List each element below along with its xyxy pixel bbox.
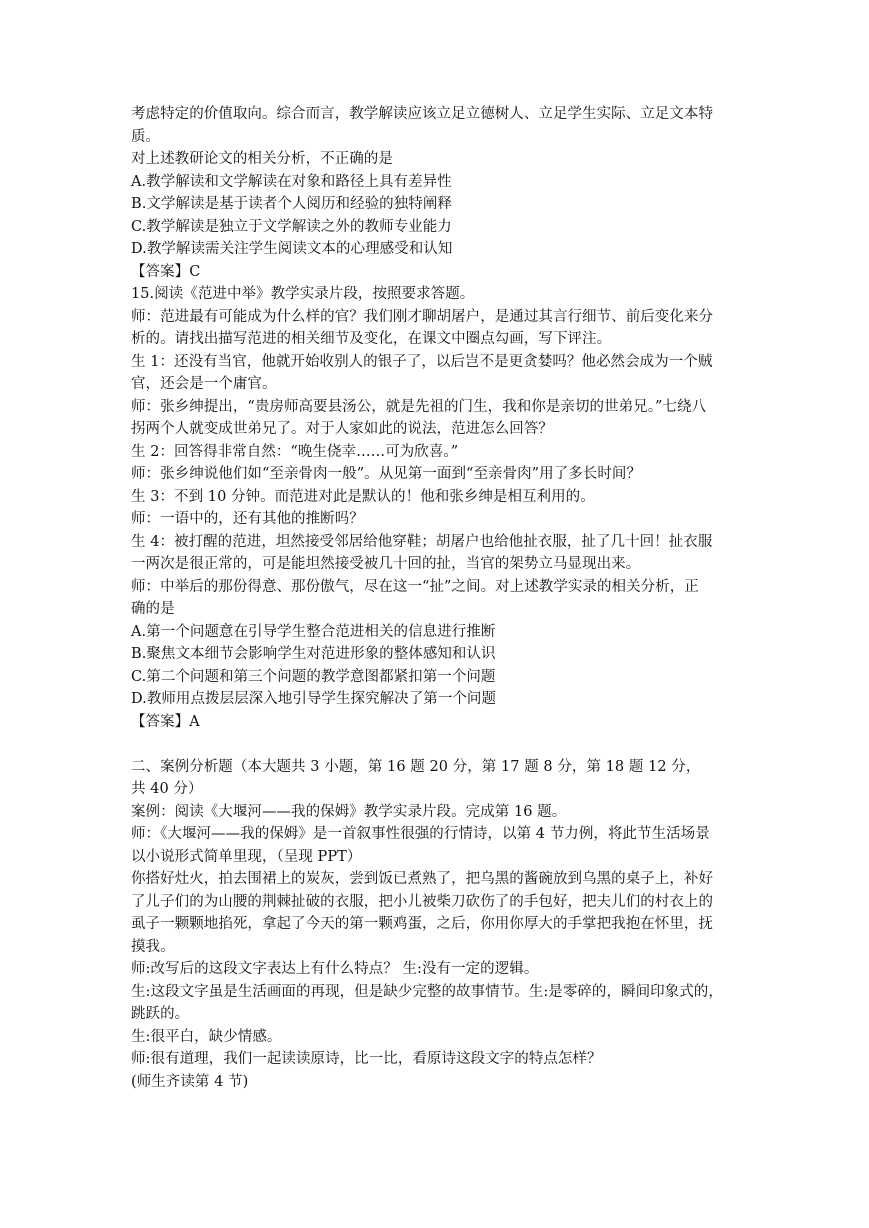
text-line: 共 40 分）: [131, 781, 203, 797]
text-line: 析的。请找出描写范进的相关细节及变化，在课文中圈点勾画，写下评注。: [131, 331, 612, 347]
text-line: 师：张乡绅说他们如“至亲骨肉一般”。从见第一面到“至亲骨肉”用了多长时间？: [131, 466, 641, 482]
text-line: 师：中举后的那份得意、那份傲气，尽在这一“扯”之间。对上述教学实录的相关分析，正: [131, 578, 699, 595]
text-line: 你搭好灶火，拍去围裙上的炭灰，尝到饭已煮熟了，把乌黑的酱碗放到乌黑的桌子上，补好: [131, 871, 713, 887]
text-line: 拐两个人就变成世弟兄了。对于人家如此的说法，范进怎么回答？: [131, 421, 553, 437]
text-line: C.第二个问题和第三个问题的教学意图都紧扣第一个问题: [131, 668, 496, 685]
text-line: 【答案】A: [131, 713, 200, 730]
text-line: 考虑特定的价值取向。综合而言，教学解读应该立足立德树人、立足学生实际、立足文本特: [131, 106, 713, 122]
text-line: 生 1：还没有当官，他就开始收别人的银子了，以后岂不是更贪婪吗？他必然会成为一个贼: [131, 353, 713, 370]
text-line: 生:这段文字虽是生活画面的再现，但是缺少完整的故事情节。生:是零碎的，瞬间印象式的，: [131, 983, 723, 1000]
blank-line: [131, 733, 751, 756]
text-line: B.文学解读是基于读者个人阅历和经验的独特阐释: [131, 196, 452, 212]
text-line: 生 4：被打醒的范进，坦然接受邻居给他穿鞋；胡屠户也给他扯衣服，扯了几十回！扯衣服: [131, 533, 713, 550]
text-line: 【答案】C: [131, 263, 201, 280]
text-line: 师：《大堰河——我的保姆》是一首叙事性很强的行情诗，以第 4 节力例，将此节生活场景: [131, 826, 710, 842]
text-line: B.聚焦文本细节会影响学生对范进形象的整体感知和认识: [131, 646, 496, 662]
text-line: 确的是: [131, 601, 175, 617]
text-line: 生:很平白，缺少情感。: [131, 1028, 282, 1045]
text-line: 质。: [131, 128, 161, 145]
text-line: D.教师用点拨层层深入地引导学生探究解决了第一个问题: [131, 691, 497, 707]
text-line: 官，还会是一个庸官。: [131, 376, 277, 392]
text-line: 师：一语中的，还有其他的推断吗？: [131, 511, 364, 527]
text-line: 师:改写后的这段文字表达上有什么特点？ 生:没有一定的逻辑。: [131, 961, 539, 977]
text-line: 生 2：回答得非常自然：“晚生侥幸……可为欣喜。”: [131, 443, 459, 460]
text-line: 一两次是很正常的，可是能坦然接受被几十回的扯，当官的架势立马显现出来。: [131, 556, 641, 572]
text-line: 15.阅读《范进中举》教学实录片段，按照要求答题。: [131, 286, 475, 302]
text-line: 摸我。: [131, 938, 175, 955]
text-line: 对上述教研论文的相关分析，不正确的是: [131, 151, 393, 167]
text-line: 虱子一颗颗地掐死，拿起了今天的第一颗鸡蛋，之后，你用你厚大的手掌把我抱在怀里，抚: [131, 916, 713, 932]
text-line: 以小说形式简单里现，（呈现 PPT）: [131, 848, 362, 865]
text-line: 生 3：不到 10 分钟。而范进对此是默认的！他和张乡绅是相互利用的。: [131, 488, 595, 505]
text-line: A.第一个问题意在引导学生整合范进相关的信息进行推断: [131, 623, 496, 640]
text-line: 跳跃的。: [131, 1006, 190, 1022]
text-line: (师生齐读第 4 节): [131, 1073, 249, 1090]
text-line: A.教学解读和文学解读在对象和路径上具有差异性: [131, 173, 452, 190]
text-line: 了儿子们的为山腰的荆棘扯破的衣服，把小儿被柴刀砍伤了的手包好，把夫儿们的村衣上的: [131, 893, 713, 910]
text-line: 案例：阅读《大堰河——我的保姆》教学实录片段。完成第 16 题。: [131, 803, 567, 820]
text-line: 师:很有道理，我们一起读读原诗，比一比，看原诗这段文字的特点怎样？: [131, 1051, 602, 1067]
document-body: [131, 103, 751, 1093]
text-line: 师：范进最有可能成为什么样的官？我们刚才聊胡屠户，是通过其言行细节、前后变化来分: [131, 308, 713, 325]
text-line: C.教学解读是独立于文学解读之外的教师专业能力: [131, 218, 452, 235]
text-line: 二、案例分析题（本大题共 3 小题，第 16 题 20 分，第 17 题 8 分，第 18 题 12 分，: [131, 758, 701, 775]
text-line: 师：张乡绅提出，“贵房师高要县汤公，就是先祖的门生，我和你是亲切的世弟兄。”七绕八: [131, 398, 707, 415]
text-line: D.教学解读需关注学生阅读文本的心理感受和认知: [131, 241, 453, 257]
